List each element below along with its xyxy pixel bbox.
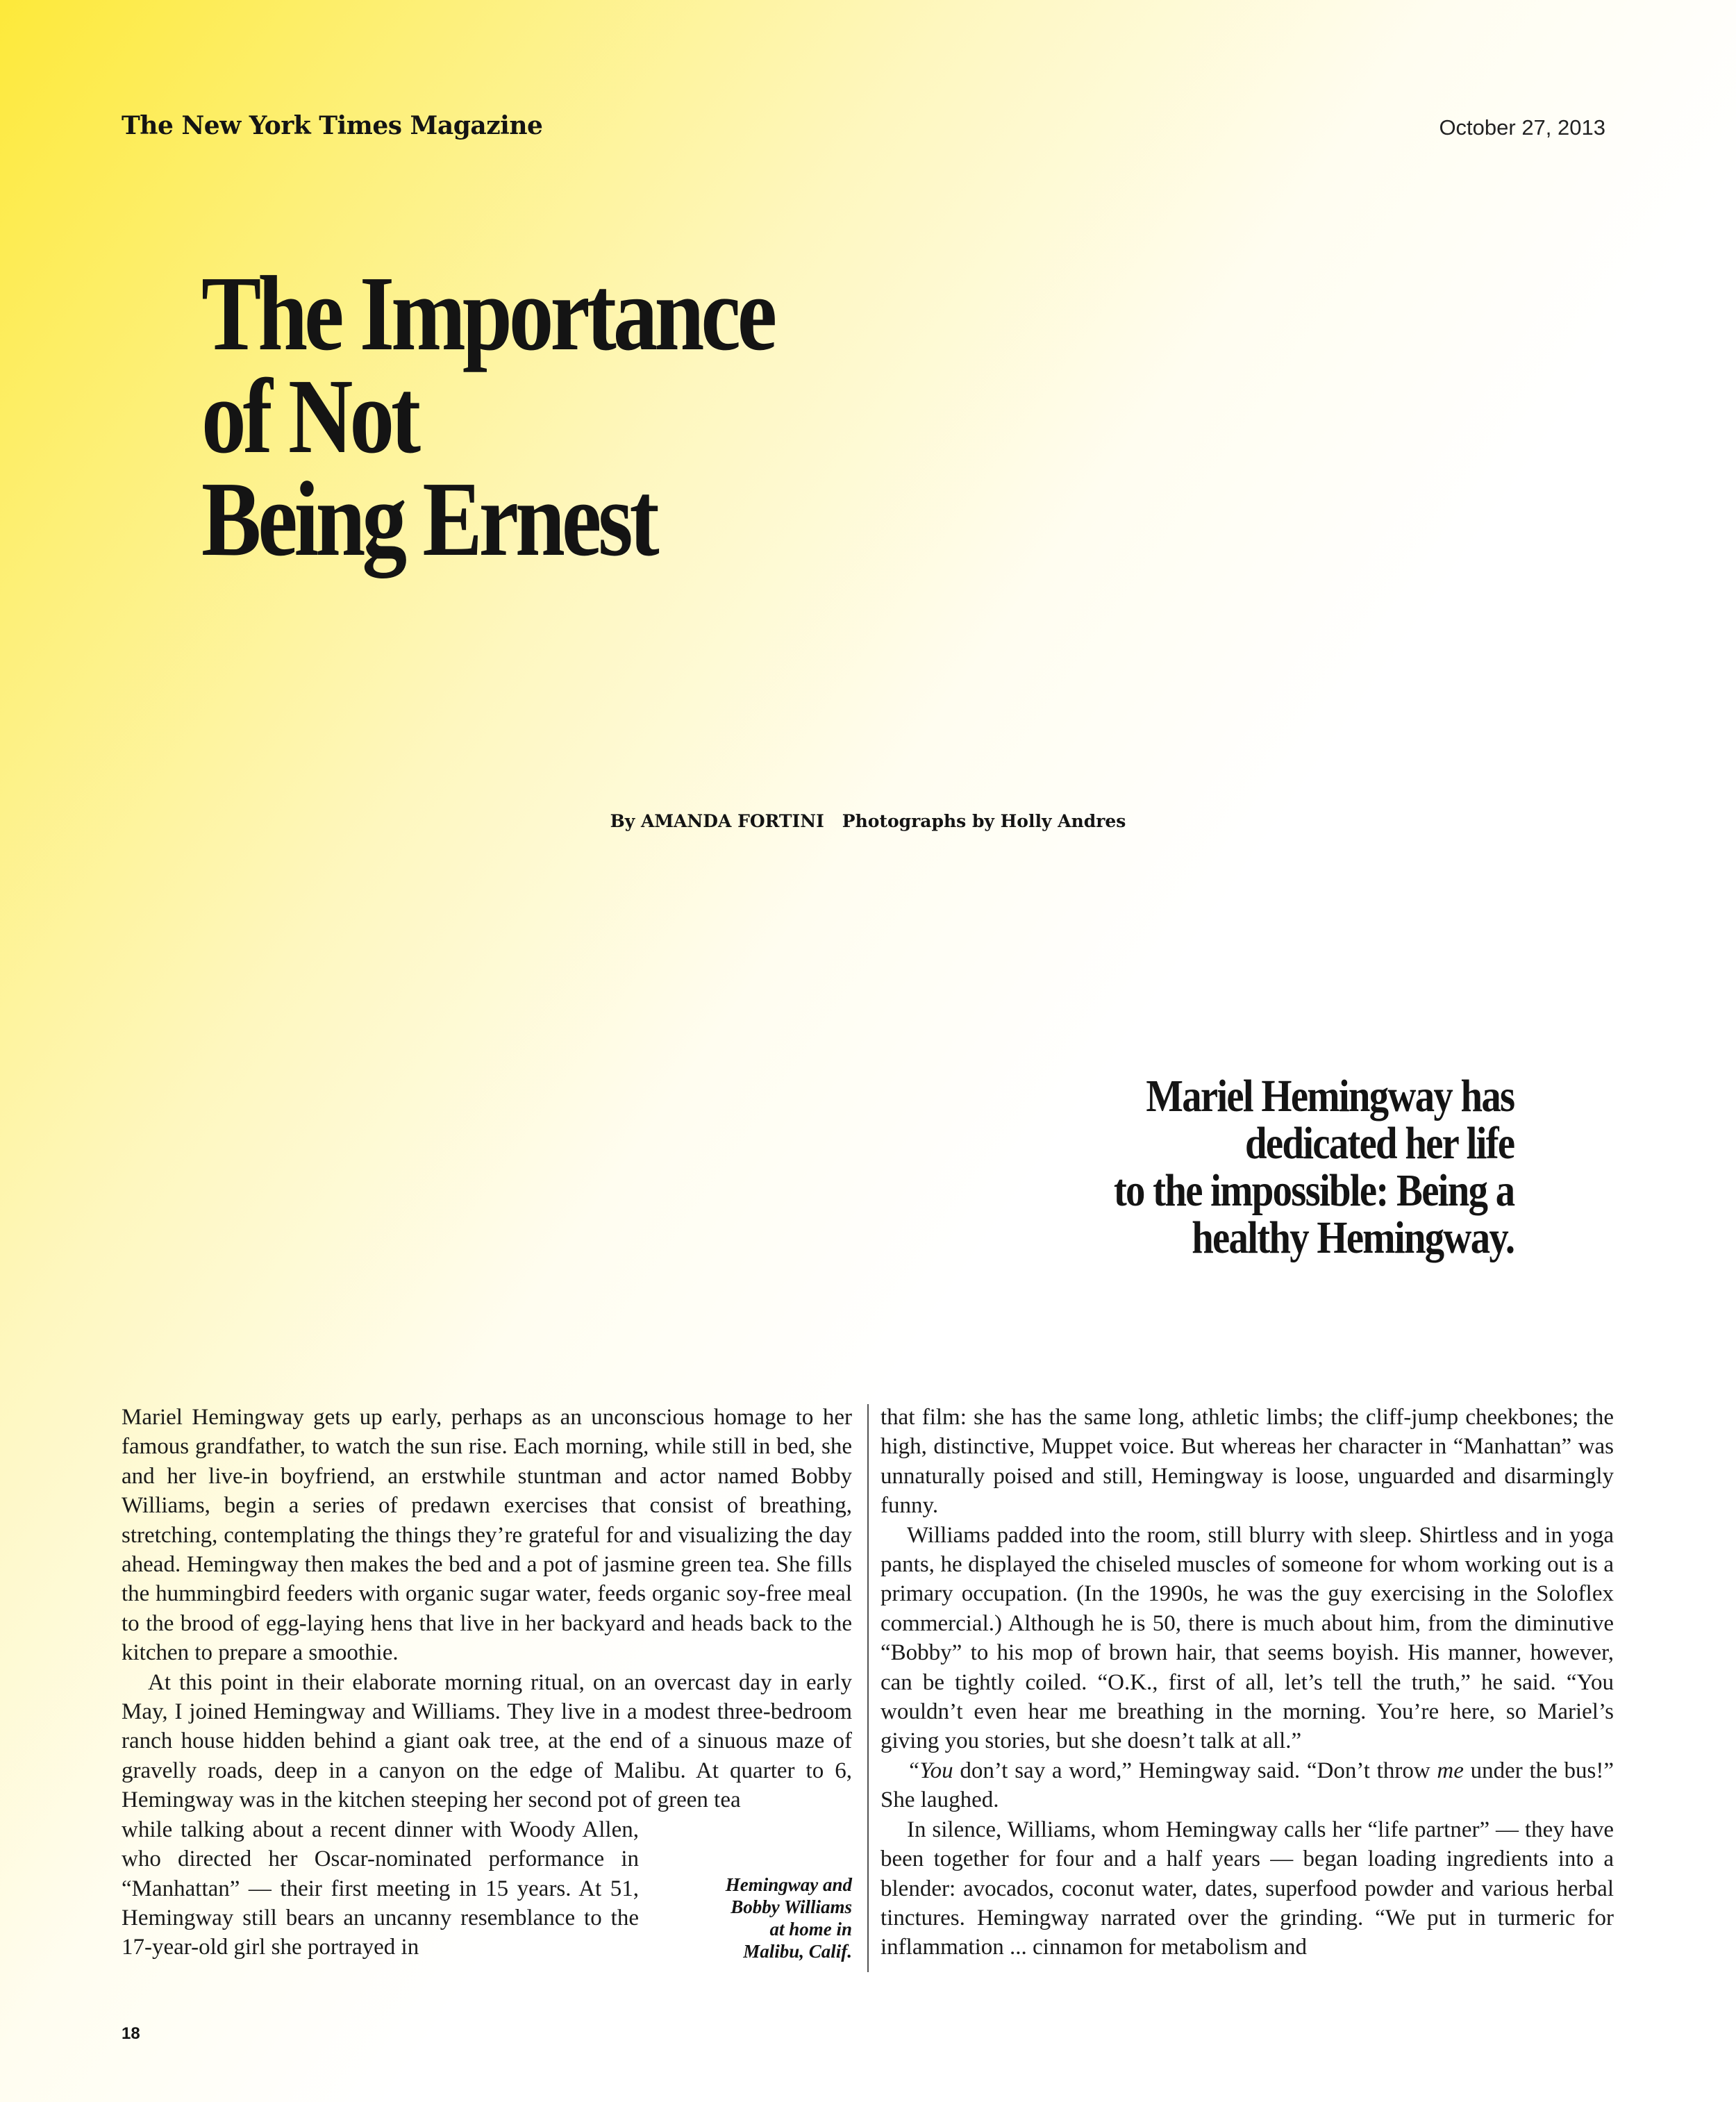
body-paragraph: In silence, Williams, whom Hemingway calls her “life partner” — they have been together for four and a half years — began loading ingredients into a blender: avocados, coconut water, dates, superfood powder and various herbal tinctures. Hemingway narrated over the grinding. “We put in turmeric for inflammation ... cinnamon for metabolism and bbox=[880, 1817, 1614, 1960]
caption-line: at home in bbox=[769, 1919, 852, 1940]
dek-line: to the impossible: Being a bbox=[1113, 1165, 1514, 1216]
author-credit: By AMANDA FORTINI bbox=[610, 811, 824, 831]
column-divider bbox=[867, 1404, 869, 1972]
dek-line: healthy Hemingway. bbox=[1191, 1212, 1514, 1263]
page-number: 18 bbox=[122, 2024, 140, 2043]
body-text: don’t say a word,” Hemingway said. “Don’t throw bbox=[953, 1758, 1437, 1783]
dek-line: dedicated her life bbox=[1244, 1118, 1514, 1169]
body-paragraph: Mariel Hemingway gets up early, perhaps as an unconscious homage to her famous grandfather, to watch the sun rise. Each morning, while still in bed, she and her live-in boyfriend, an erstwhile stuntman and actor named Bobby Williams, begin a series of predawn exercises that consist of breathing, stretching, contemplating the things they’re grateful for and visualizing the day ahead. Hemingway then makes the bed and a pot of jasmine green tea. She fills the hummingbird feeders with organic sugar water, feeds organic soy-free meal to the brood of egg-laying hens that live in her backyard and heads back to the kitchen to prepare a smoothie. bbox=[122, 1405, 852, 1666]
photo-caption bbox=[698, 1874, 852, 1962]
dek-line: Mariel Hemingway has bbox=[1146, 1071, 1514, 1121]
caption-line: Malibu, Calif. bbox=[743, 1941, 852, 1962]
caption-line: Hemingway and bbox=[725, 1874, 852, 1895]
headline-line: The Importance bbox=[201, 255, 774, 373]
dek bbox=[1113, 1073, 1514, 1262]
emphasis: me bbox=[1437, 1758, 1464, 1783]
emphasis: “You bbox=[907, 1758, 953, 1783]
body-column-right bbox=[880, 1403, 1614, 1962]
body-paragraph: while talking about a recent dinner with Woody Allen, who directed her Oscar-nominated performance in “Manhattan” — their first meeting in 15 years. At 51, Hemingway still bears an uncanny resemblance to the 17-year-old girl she portrayed in bbox=[122, 1817, 639, 1960]
body-paragraph bbox=[880, 1756, 1614, 1815]
issue-date: October 27, 2013 bbox=[1439, 115, 1605, 140]
body-text: under the bus!” She laughed. bbox=[880, 1758, 1614, 1813]
byline bbox=[0, 811, 1736, 831]
body-paragraph: At this point in their elaborate morning ritual, on an overcast day in early May, I joined Hemingway and Williams. They live in a modest three-bedroom ranch house hidden behind a giant oak tree, at the end of a sinuous maze of gravelly roads, deep in a canyon on the edge of Malibu. At quarter to 6, Hemingway was in the kitchen steeping her second pot of green tea bbox=[122, 1669, 852, 1813]
caption-line: Bobby Williams bbox=[731, 1896, 852, 1917]
headline bbox=[201, 255, 774, 578]
headline-line: of Not bbox=[201, 358, 418, 476]
masthead-logo: The New York Times Magazine bbox=[122, 111, 543, 140]
headline-line: Being Ernest bbox=[201, 460, 656, 578]
photo-credit: Photographs by Holly Andres bbox=[842, 811, 1126, 831]
body-paragraph: Williams padded into the room, still blurry with sleep. Shirtless and in yoga pants, he displayed the chiseled muscles of someone for whom working out is a primary occupation. (In the 1990s, he was the guy exercising in the Soloflex commercial.) Although he is 50, there is much about him, from the diminutive “Bobby” to his mop of brown hair, that seems boyish. His manner, however, can be tightly coiled. “O.K., first of all, let’s tell the truth,” he said. “You wouldn’t even hear me breathing in the morning. You’re here, so Mariel’s giving you stories, but she doesn’t talk at all.” bbox=[880, 1522, 1614, 1754]
body-paragraph: that film: she has the same long, athletic limbs; the cliff-jump cheekbones; the high, distinctive, Muppet voice. But whereas her character in “Manhattan” was unnaturally poised and still, Hemingway is loose, unguarded and disarmingly funny. bbox=[880, 1405, 1614, 1519]
